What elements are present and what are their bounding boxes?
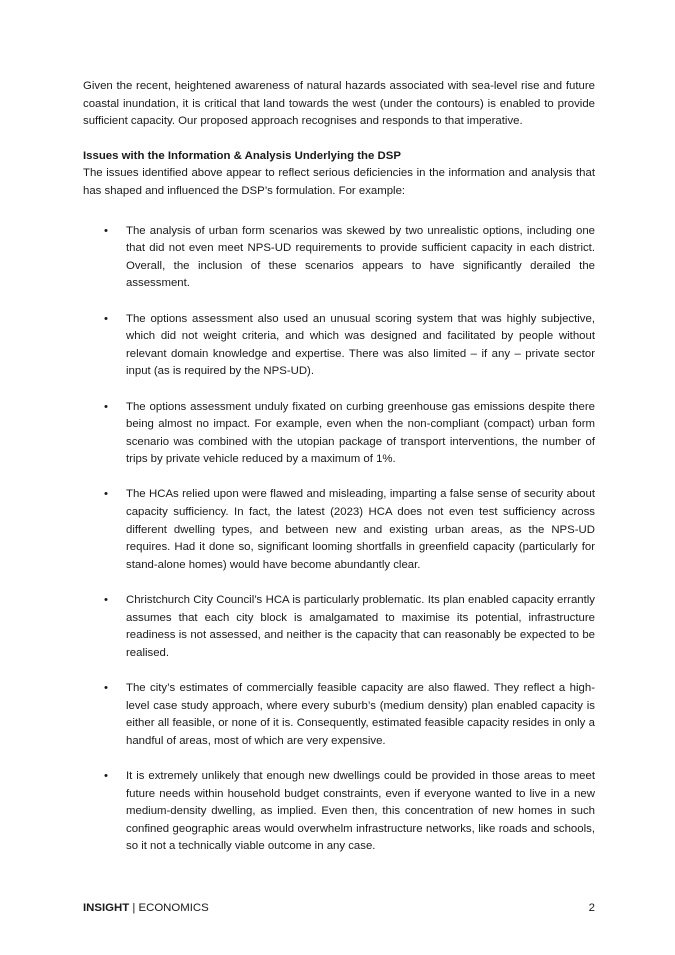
bullet-icon: • <box>104 682 108 694</box>
bullet-icon: • <box>104 224 108 237</box>
bullet-icon: • <box>104 769 108 782</box>
list-item <box>83 680 595 750</box>
list-item <box>83 486 595 574</box>
list-item <box>83 768 595 856</box>
section-heading: Issues with the Information & Analysis Underlying the DSP <box>83 149 401 162</box>
intro-paragraph: Given the recent, heightened awareness of natural hazards associated with sea-level rise and future coastal inundation, it is critical that land towards the west (under the contours) is enabled to provide sufficient capacity. Our proposed approach recognises and responds to that imperative. <box>83 80 595 128</box>
list-item <box>83 311 595 381</box>
list-item <box>83 223 595 293</box>
footer-brand: INSIGHT <box>83 902 130 914</box>
footer-brand-suffix: ECONOMICS <box>138 902 209 914</box>
list-item-text: It is extremely unlikely that enough new dwellings could be provided in those areas to meet future needs within household budget constraints, even if everyone wanted to live in a new medium-density dwelling, as implied. Even then, this concentration of new homes in such confined geographic areas would overwhelm infrastructure networks, like roads and schools, so it not a technically viable outcome in any case. <box>126 769 595 853</box>
list-item <box>83 399 595 469</box>
list-item-text: The HCAs relied upon were flawed and misleading, imparting a false sense of security about capacity sufficiency. In fact, the latest (2023) HCA does not even test sufficiency across different dwelling types, and between new and existing urban areas, as the NPS-UD requires. Had it done so, significant looming shortfalls in greenfield capacity (particularly for stand-alone homes) would have become abundantly clear. <box>126 488 595 571</box>
list-item-text: The analysis of urban form scenarios was skewed by two unrealistic options, including one that did not even meet NPS-UD requirements to provide sufficient capacity in each district. Overall, the inclusion of these scenarios appears to have significantly derailed the assessment. <box>126 224 595 290</box>
section-lead-paragraph: The issues identified above appear to reflect serious deficiencies in the information and analysis that has shaped and influenced the DSP’s formulation. For example: <box>83 167 595 197</box>
list-item <box>83 592 595 662</box>
list-item-text: The city’s estimates of commercially feasible capacity are also flawed. They reflect a high-level case study approach, where every suburb’s (medium density) plan enabled capacity is either all feasible, or none of it is. Consequently, estimated feasible capacity resides in only a handful of areas, most of which are very expensive. <box>126 682 595 747</box>
list-item-text: The options assessment unduly fixated on curbing greenhouse gas emissions despite there being almost no impact. For example, even when the non-compliant (compact) urban form scenario was combined with the utopian package of transport interventions, the number of trips by private vehicle reduced by a maximum of 1%. <box>126 400 595 466</box>
bullet-icon: • <box>104 594 108 607</box>
page-footer <box>83 900 595 916</box>
bullet-icon: • <box>104 312 108 325</box>
bullet-icon: • <box>104 400 108 413</box>
page-number: 2 <box>588 902 595 914</box>
list-item-text: Christchurch City Council’s HCA is particularly problematic. Its plan enabled capacity errantly assumes that each city block is amalgamated to maximise its potential, infrastructure readiness is not assessed, and neither is the capacity that can reasonably be expected to be realised. <box>126 594 595 659</box>
document-page <box>83 78 595 874</box>
bullet-icon: • <box>104 488 108 501</box>
bullet-list <box>83 223 595 856</box>
footer-separator: | <box>129 902 139 914</box>
list-item-text: The options assessment also used an unusual scoring system that was highly subjective, which did not weight criteria, and which was designed and facilitated by people without relevant domain knowledge and expertise. There was also limited – if any – private sector input (as is required by the NPS-UD). <box>126 312 595 378</box>
